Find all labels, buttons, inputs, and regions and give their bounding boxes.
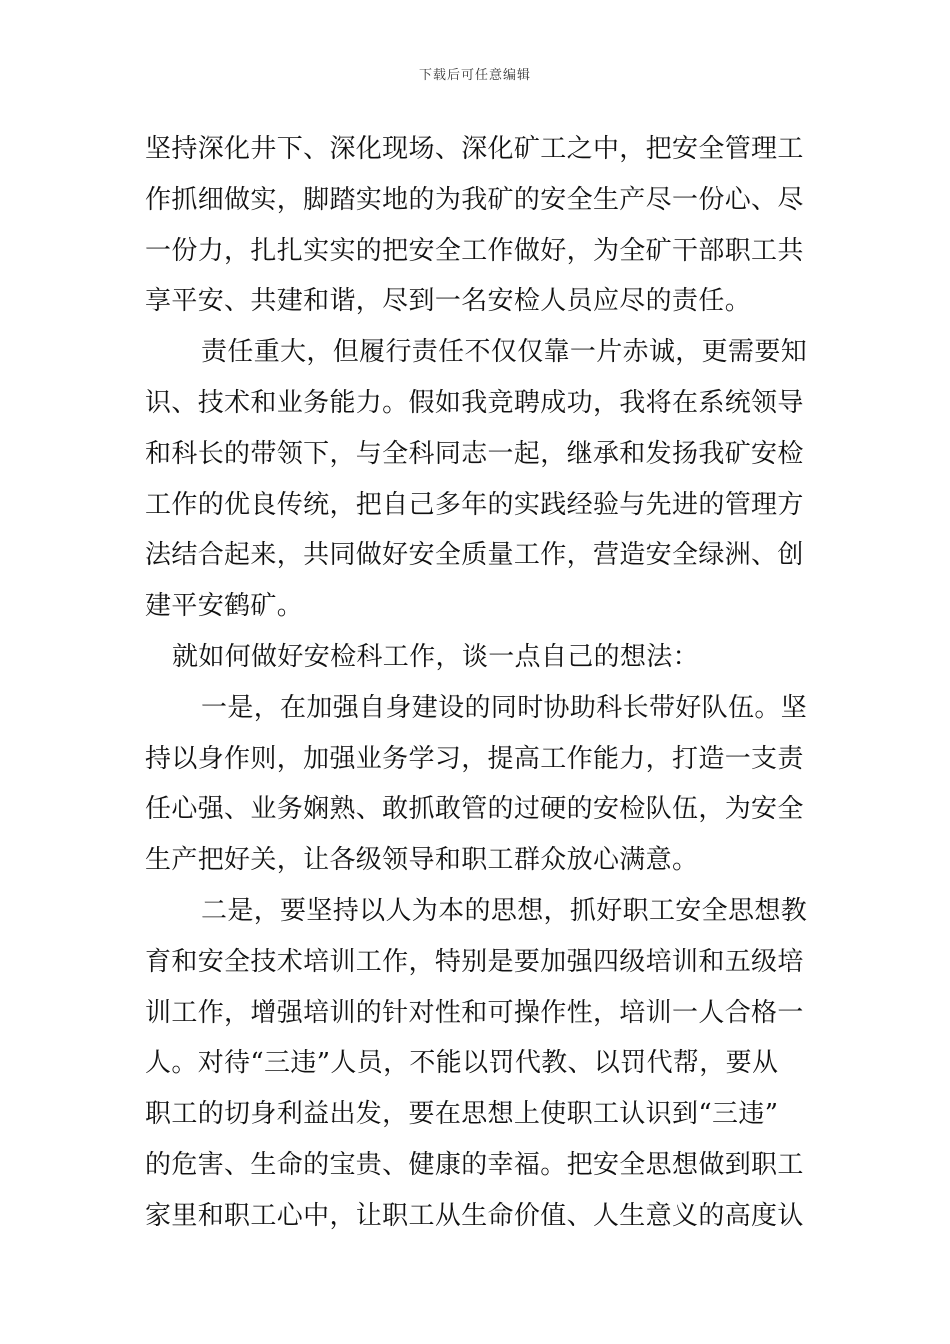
text-line: 工作的优良传统，把自己多年的实践经验与先进的管理方: [145, 489, 804, 520]
text-line: 法结合起来，共同做好安全质量工作，营造安全绿洲、创: [145, 540, 804, 571]
text-line: 的危害、生命的宝贵、健康的幸福。把安全思想做到职工: [145, 1149, 804, 1180]
paragraph-first-line: 就如何做好安检科工作，谈一点自己的想法：: [172, 641, 700, 672]
text-line: 育和安全技术培训工作，特别是要加强四级培训和五级培: [145, 946, 804, 977]
text-line: 和科长的带领下，与全科同志一起，继承和发扬我矿安检: [145, 438, 804, 469]
text-line: 坚持深化井下、深化现场、深化矿工之中，把安全管理工: [145, 134, 804, 164]
text-line: 人。对待“三违”人员，不能以罚代教、以罚代帮，要从: [145, 1048, 779, 1079]
paragraph-first-line: 责任重大，但履行责任不仅仅靠一片赤诚，更需要知: [201, 337, 808, 368]
document-body: [145, 124, 810, 1242]
paragraph-first-line: 一是，在加强自身建设的同时协助科长带好队伍。坚: [201, 692, 808, 723]
paragraph-first-line: 二是，要坚持以人为本的思想，抓好职工安全思想教: [201, 895, 808, 926]
text-line: 生产把好关，让各级领导和职工群众放心满意。: [145, 845, 699, 876]
text-line: 持以身作则，加强业务学习，提高工作能力，打造一支责: [145, 743, 804, 774]
text-line: 职工的切身利益出发，要在思想上使职工认识到“三违”: [145, 1099, 779, 1130]
text-line: 享平安、共建和谐，尽到一名安检人员应尽的责任。: [145, 286, 752, 317]
text-line: 一份力，扎扎实实的把安全工作做好，为全矿干部职工共: [145, 235, 804, 266]
page-header-note: 下载后可任意编辑: [418, 68, 531, 83]
text-line: 识、技术和业务能力。假如我竞聘成功，我将在系统领导: [145, 387, 804, 418]
text-line: 任心强、业务娴熟、敢抓敢管的过硬的安检队伍，为安全: [145, 794, 804, 825]
text-line: 家里和职工心中，让职工从生命价值、人生意义的高度认: [145, 1200, 804, 1231]
text-line: 训工作，增强培训的针对性和可操作性，培训一人合格一: [145, 997, 804, 1028]
text-line: 作抓细做实，脚踏实地的为我矿的安全生产尽一份心、尽: [145, 184, 804, 215]
text-line: 建平安鹤矿。: [145, 591, 304, 622]
